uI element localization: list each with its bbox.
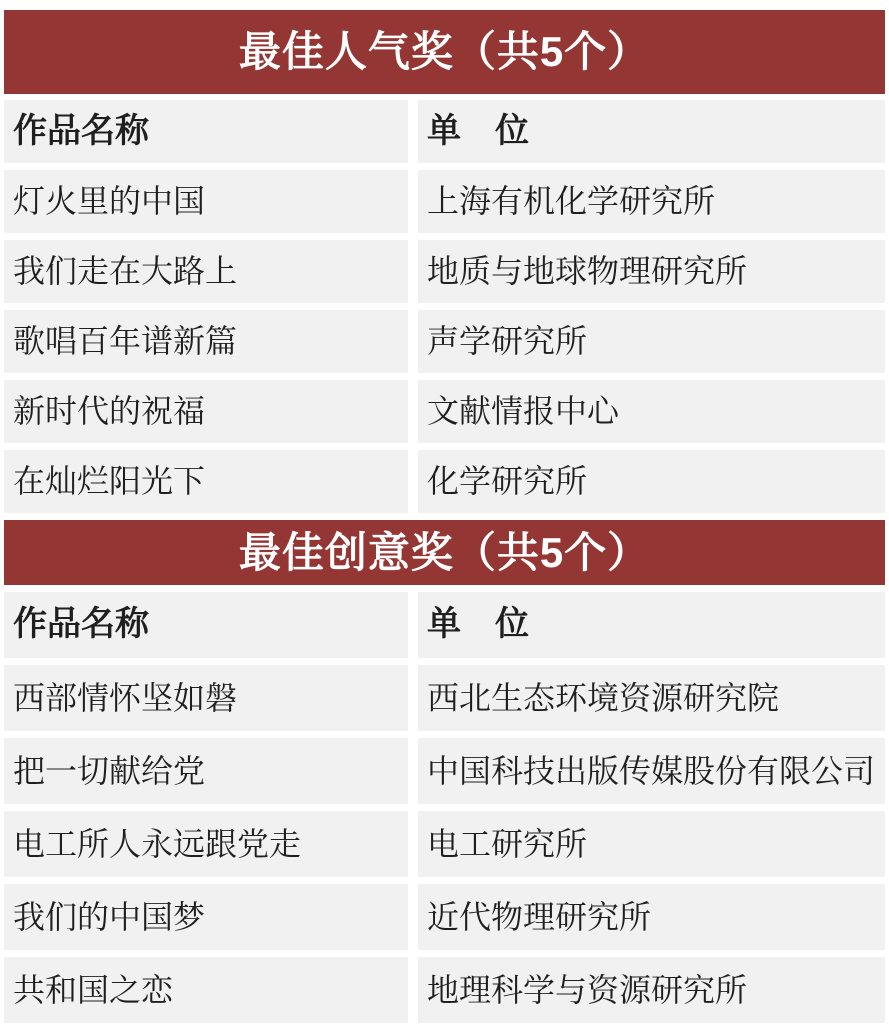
award-section	[4, 520, 885, 1023]
cell-unit: 西北生态环境资源研究院	[418, 665, 885, 731]
cell-unit: 声学研究所	[418, 310, 885, 373]
cell-work-name: 西部情怀坚如磐	[4, 665, 408, 731]
award-table	[4, 100, 885, 513]
table-header-row	[4, 592, 885, 658]
cell-work-name: 作品名称	[4, 100, 408, 163]
award-table	[4, 592, 885, 1023]
table-row	[4, 450, 885, 513]
table-row	[4, 380, 885, 443]
cell-unit: 上海有机化学研究所	[418, 170, 885, 233]
cell-unit: 地理科学与资源研究所	[418, 957, 885, 1023]
cell-work-name: 作品名称	[4, 592, 408, 658]
cell-unit: 单 位	[418, 100, 885, 163]
cell-work-name: 灯火里的中国	[4, 170, 408, 233]
section-title-text: 最佳人气奖（共5个）	[238, 28, 651, 75]
cell-unit: 电工研究所	[418, 811, 885, 877]
table-row	[4, 240, 885, 303]
section-title-banner	[4, 10, 885, 94]
table-row	[4, 170, 885, 233]
table-row	[4, 310, 885, 373]
cell-unit: 近代物理研究所	[418, 884, 885, 950]
table-row	[4, 884, 885, 950]
table-row	[4, 811, 885, 877]
cell-unit: 地质与地球物理研究所	[418, 240, 885, 303]
cell-work-name: 我们走在大路上	[4, 240, 408, 303]
table-header-row	[4, 100, 885, 163]
table-row	[4, 957, 885, 1023]
cell-work-name: 把一切献给党	[4, 738, 408, 804]
cell-work-name: 在灿烂阳光下	[4, 450, 408, 513]
cell-unit: 化学研究所	[418, 450, 885, 513]
section-title-banner	[4, 520, 885, 585]
cell-unit: 中国科技出版传媒股份有限公司	[418, 738, 885, 804]
cell-unit: 单 位	[418, 592, 885, 658]
table-row	[4, 665, 885, 731]
table-row	[4, 738, 885, 804]
cell-work-name: 共和国之恋	[4, 957, 408, 1023]
award-section	[4, 10, 885, 513]
cell-work-name: 我们的中国梦	[4, 884, 408, 950]
cell-work-name: 歌唱百年谱新篇	[4, 310, 408, 373]
section-title-text: 最佳创意奖（共5个）	[238, 528, 651, 576]
cell-work-name: 新时代的祝福	[4, 380, 408, 443]
cell-unit: 文献情报中心	[418, 380, 885, 443]
cell-work-name: 电工所人永远跟党走	[4, 811, 408, 877]
